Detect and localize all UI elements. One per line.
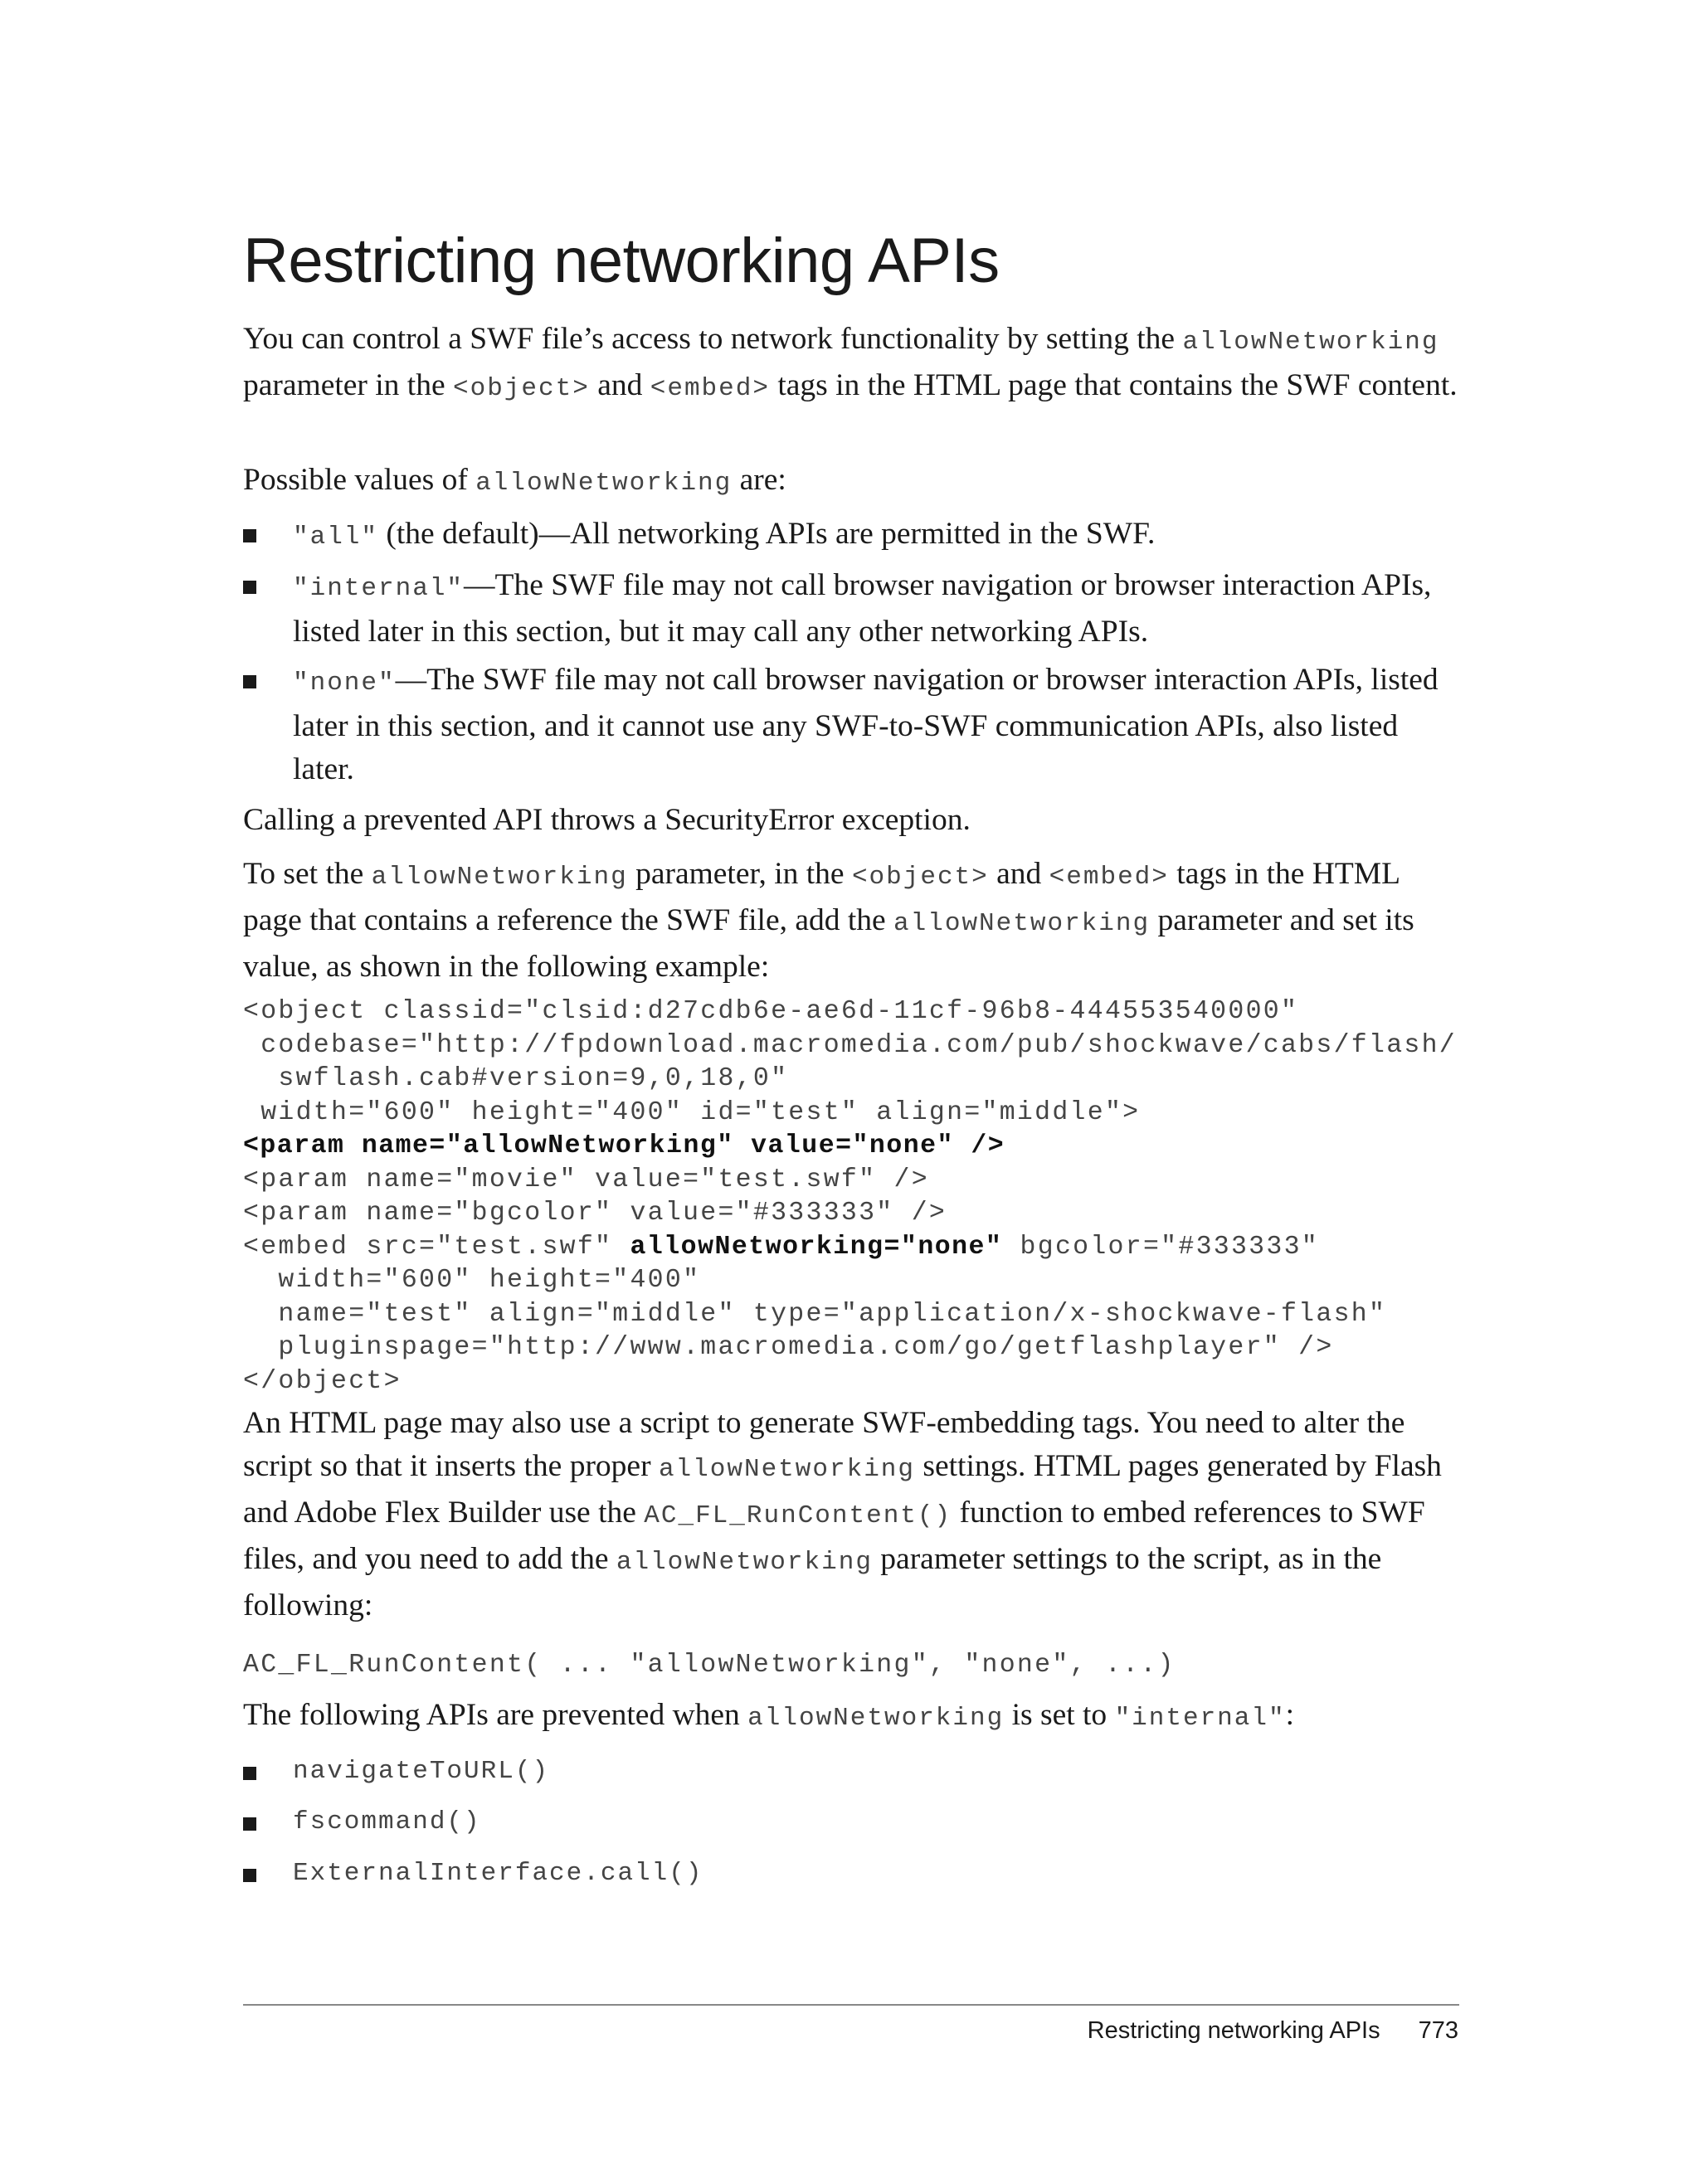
script-code-3: allowNetworking [616, 1548, 873, 1577]
page-footer [1088, 2017, 1458, 2045]
script-code-1: allowNetworking [658, 1455, 915, 1484]
following-text-3: : [1285, 1698, 1295, 1732]
toset-paragraph [243, 853, 1463, 989]
bullet-square [243, 1767, 256, 1780]
api-item [243, 1801, 1463, 1844]
value-item-internal [243, 564, 1463, 654]
bullet-square [243, 1869, 256, 1882]
value-text: (the default)—All networking APIs are permitted in the SWF. [378, 517, 1156, 551]
intro-text-2: parameter in the [243, 368, 453, 402]
code-line-highlight: <param name="allowNetworking" value="none" /> [243, 1131, 1005, 1160]
value-code: "all" [293, 523, 379, 552]
value-text: —The SWF file may not call browser navigation or browser interaction APIs, listed later in this section, and it cannot use any SWF-to-SWF communication APIs, also listed later. [293, 663, 1439, 786]
intro-text-1: You can control a SWF file’s access to network functionality by setting the [243, 322, 1183, 356]
footer-section-title: Restricting networking APIs [1087, 2017, 1380, 2044]
bullet-square [243, 675, 256, 688]
value-item-all [243, 513, 1463, 559]
toset-code-4: allowNetworking [893, 909, 1151, 938]
value-code: "none" [293, 669, 396, 698]
value-text: —The SWF file may not call browser navigation or browser interaction APIs, listed later in this section, but it may call any other networking APIs. [293, 568, 1432, 649]
api-item [243, 1852, 1463, 1895]
following-text-2: is set to [1004, 1698, 1115, 1732]
intro-text-4: tags in the HTML page that contains the SWF content. [769, 368, 1458, 402]
toset-text-5: parameter and set its value, as shown in the following example: [243, 903, 1414, 984]
script-text-1: An HTML page may also use a script to generate SWF-embedding tags. You need to alter the script so that it inserts the proper [243, 1406, 1405, 1483]
footer-divider [243, 2004, 1459, 2006]
code-line: <embed src="test.swf" [243, 1232, 630, 1262]
bullet-square [243, 529, 256, 542]
toset-text-1: To set the [243, 857, 372, 891]
value-item-none [243, 659, 1463, 791]
api-name: navigateToURL() [293, 1757, 550, 1786]
code-line: width="600" height="400" id="test" align="middle"> [243, 1097, 1141, 1127]
possible-code: allowNetworking [475, 469, 733, 498]
intro-code-object: <object> [453, 374, 590, 403]
code-line: <param name="bgcolor" value="#333333" /> [243, 1199, 947, 1228]
toset-text-2: parameter, in the [627, 857, 852, 891]
code-line: </object> [243, 1366, 402, 1396]
code-line: <object classid="clsid:d27cdb6e-ae6d-11cf-96b8-444553540000" [243, 997, 1299, 1026]
script-text-3: function to embed references to SWF files, and you need to add the [243, 1496, 1425, 1576]
toset-code-1: allowNetworking [371, 863, 628, 892]
code-line: width="600" height="400" [243, 1266, 701, 1295]
code-line: pluginspage="http://www.macromedia.com/go/getflashplayer" /> [243, 1333, 1334, 1362]
possible-text-2: are: [732, 463, 786, 497]
api-name: fscommand() [293, 1807, 481, 1836]
following-paragraph [243, 1694, 1463, 1740]
script-code-example: AC_FL_RunContent( ... "allowNetworking", "none", ...) [243, 1651, 1176, 1680]
toset-code-2: <object> [851, 863, 989, 892]
value-code: "internal" [293, 574, 465, 603]
toset-code-3: <embed> [1049, 863, 1169, 892]
page-number: 773 [1418, 2017, 1458, 2044]
api-name: ExternalInterface.call() [293, 1859, 703, 1888]
code-line: swflash.cab#version=9,0,18,0" [243, 1064, 789, 1093]
intro-text-3: and [589, 368, 650, 402]
script-code-2: AC_FL_RunContent() [644, 1501, 952, 1530]
bullet-square [243, 1817, 256, 1831]
possible-values-paragraph [243, 459, 1463, 505]
script-text-2: settings. HTML pages generated by Flash and Adobe Flex Builder use the [243, 1449, 1442, 1530]
code-highlight: allowNetworking="none" [630, 1232, 1003, 1262]
script-paragraph [243, 1402, 1463, 1627]
following-code-2: "internal" [1114, 1704, 1286, 1733]
html-code-example [243, 995, 1457, 1398]
intro-code-allownetworking: allowNetworking [1182, 328, 1439, 357]
bullet-square [243, 581, 256, 594]
code-line: codebase="http://fpdownload.macromedia.com/pub/shockwave/cabs/flash/ [243, 1030, 1458, 1060]
toset-text-4: tags in the HTML page that contains a reference the SWF file, add the [243, 857, 1400, 937]
intro-paragraph [243, 318, 1463, 411]
code-line: bgcolor="#333333" [1002, 1232, 1319, 1262]
page-title: Restricting networking APIs [243, 226, 1000, 296]
api-item [243, 1750, 1463, 1793]
script-text-4: parameter settings to the script, as in the following: [243, 1542, 1382, 1622]
following-code-1: allowNetworking [747, 1704, 1005, 1733]
possible-text-1: Possible values of [243, 463, 476, 497]
code-line: <param name="movie" value="test.swf" /> [243, 1165, 929, 1194]
intro-code-embed: <embed> [650, 374, 770, 403]
calling-paragraph: Calling a prevented API throws a SecurityError exception. [243, 803, 971, 837]
toset-text-3: and [988, 857, 1049, 891]
code-line: name="test" align="middle" type="application/x-shockwave-flash" [243, 1299, 1387, 1329]
following-text-1: The following APIs are prevented when [243, 1698, 748, 1732]
